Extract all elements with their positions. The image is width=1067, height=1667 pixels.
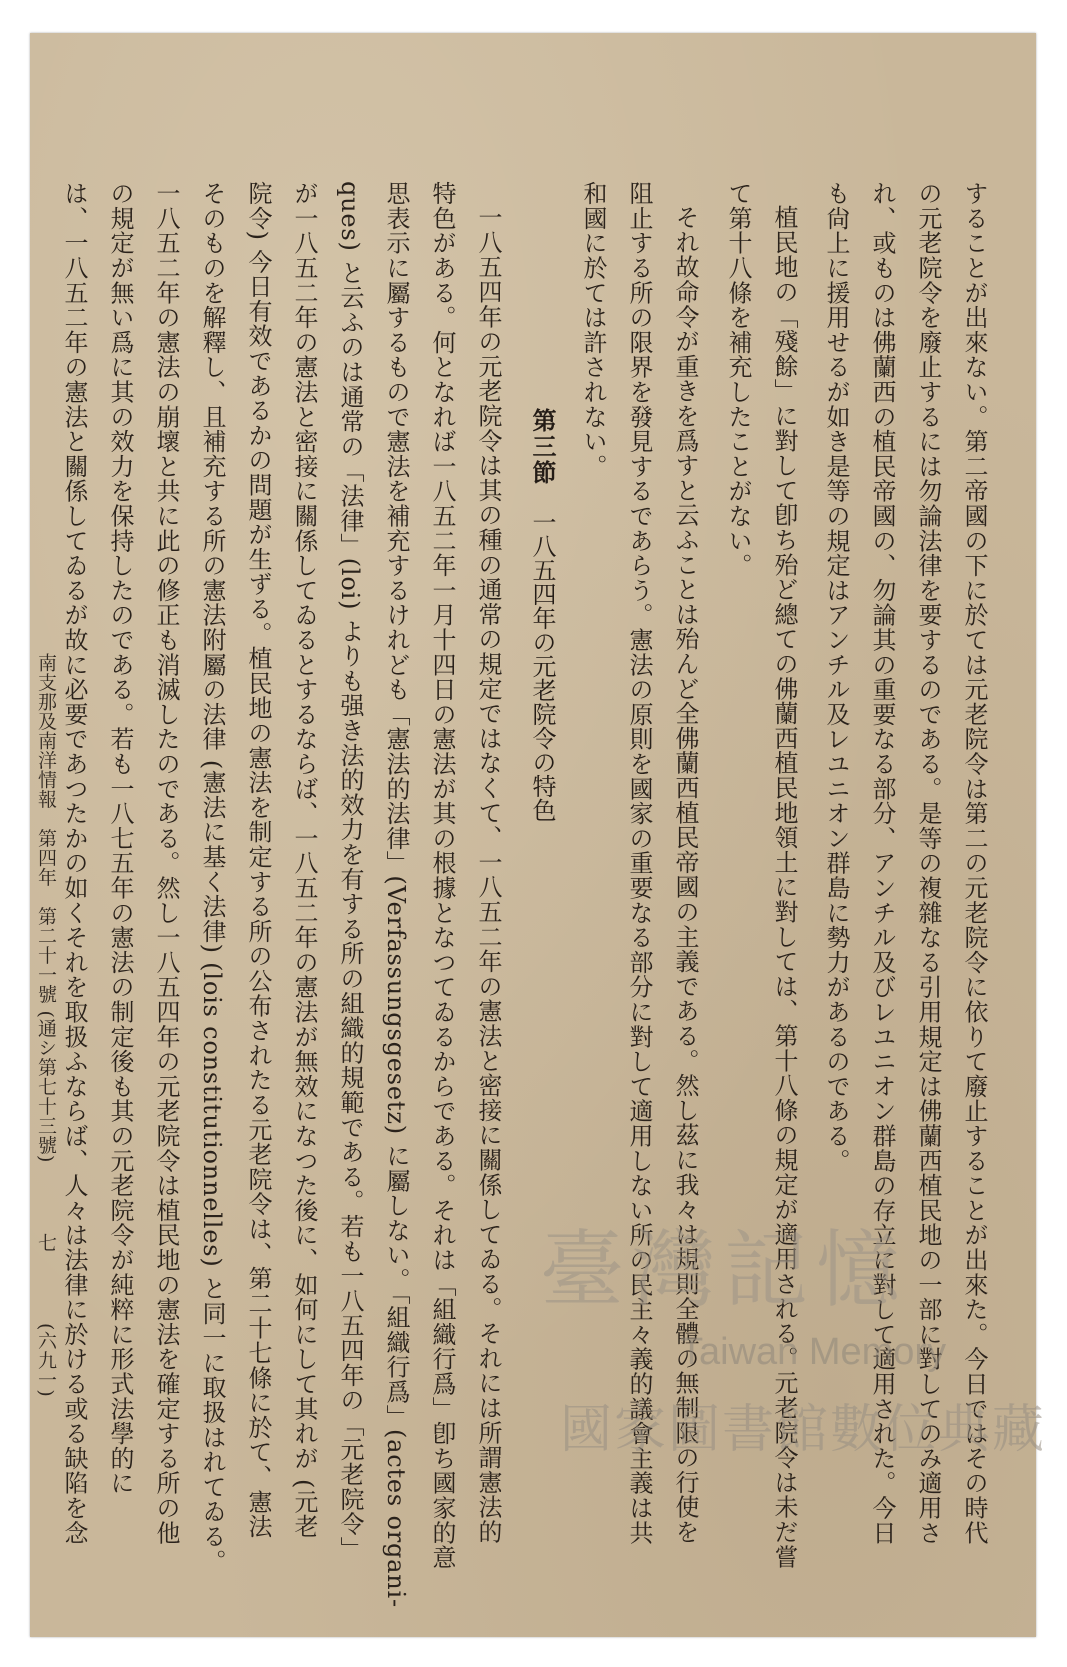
text-column-6: て第十八條を補充したことがない。	[724, 181, 752, 578]
text-column-2: の元老院令を廢止するには勿論法律を要するのである。是等の複雜なる引用規定は佛蘭西植民地の一部に對してのみ適用さ	[914, 181, 942, 1545]
text-column-14: が一八五二年の憲法と密接に關係してゐるとするならば、一八五二年の憲法が無效になつた後に、如何にして其れが (元老	[290, 181, 318, 1539]
page-number-local: 七	[35, 1233, 57, 1253]
text-column-12: 思表示に屬するもので憲法を補充するけれども「憲法的法律」(Verfassungsgesetz) に屬しない。「組織行爲」(actes organi-	[382, 181, 410, 1608]
watermark-publisher: 國家圖書館數位典藏	[560, 1400, 1047, 1460]
running-footer: 南支那及南洋情報 第四年 第二十一號 (通シ第七十三號)	[35, 653, 57, 1163]
text-column-1: することが出來ない。第二帝國の下に於ては元老院令は第二の元老院令に依りて廢止することが出來た。今日ではその時代	[960, 181, 988, 1545]
section-heading	[528, 408, 557, 822]
text-column-17: 一八五二年の憲法の崩壞と共に此の修正も消滅したのである。然し一八五四年の元老院令は植民地の憲法を確定する所の他	[152, 181, 180, 1545]
text-column-8: 阻止する所の限界を發見するであらう。憲法の原則を國家の重要なる部分に對して適用しない所の民主々義的議會主義は共	[625, 181, 653, 1545]
text-column-13: ques) と云ふのは通常の「法律」(loi) よりも强き法的效力を有する所の組織的規範である。若も一八五四年の「元老院令」	[336, 181, 364, 1562]
text-column-15: 院令) 今日有效であるかの問題が生ずる。植民地の憲法を制定する所の公布されたる元老院令は、第二十七條に於て、憲法	[244, 181, 272, 1539]
text-column-19: は、一八五二年の憲法と關係してゐるが故に必要であつたかの如くそれを取扱ふならば、人々は法律に於ける或る缺陷を念	[60, 181, 88, 1545]
section-title: 一八五四年の元老院令の特色	[528, 510, 556, 822]
section-number: 第三節	[528, 408, 557, 486]
text-column-10: 一八五四年の元老院令は其の種の通常の規定ではなくて、一八五二年の憲法と密接に關係してゐる。それには所謂憲法的	[474, 205, 502, 1545]
text-column-3: れ、或ものは佛蘭西の植民帝國の、勿論其の重要なる部分、アンチル及びレユニオン群島の存立に對して適用された。今日	[868, 181, 896, 1545]
page-number-total: (六九一)	[35, 1323, 57, 1398]
text-column-18: の規定が無い爲に其の效力を保持したのである。若も一八七五年の憲法の制定後も其の元老院令が純粹に形式法學的に	[106, 181, 134, 1496]
text-column-4: も尙上に援用せるが如き是等の規定はアンチル及レユニオン群島に勢力があるのである。	[822, 181, 850, 1173]
document-page	[30, 33, 1047, 1637]
text-column-7: それ故命令が重きを爲すと云ふことは殆んど全佛蘭西植民帝國の主義である。然し茲に我々は規則全體の無制限の行使を	[671, 205, 699, 1545]
text-column-11: 特色がある。何となれば一八五二年一月十四日の憲法が其の根據となつてゐるからである。それは「組織行爲」卽ち國家的意	[428, 181, 456, 1570]
text-column-5: 植民地の「殘餘」に對して卽ち殆ど總ての佛蘭西植民地領土に對しては、第十八條の規定が適用される。元老院令は未だ嘗	[770, 205, 798, 1569]
watermark-title: 臺灣記憶	[540, 1221, 909, 1319]
text-column-9: 和國に於ては許されない。	[579, 181, 607, 479]
text-column-16: そのものを解釋し、且補充する所の憲法附屬の法律 (憲法に基く法律) (lois constitutionnelles) と同一に取扱はれてゐる。	[198, 181, 226, 1574]
watermark-subtitle: Taiwan Memory	[680, 1331, 947, 1373]
